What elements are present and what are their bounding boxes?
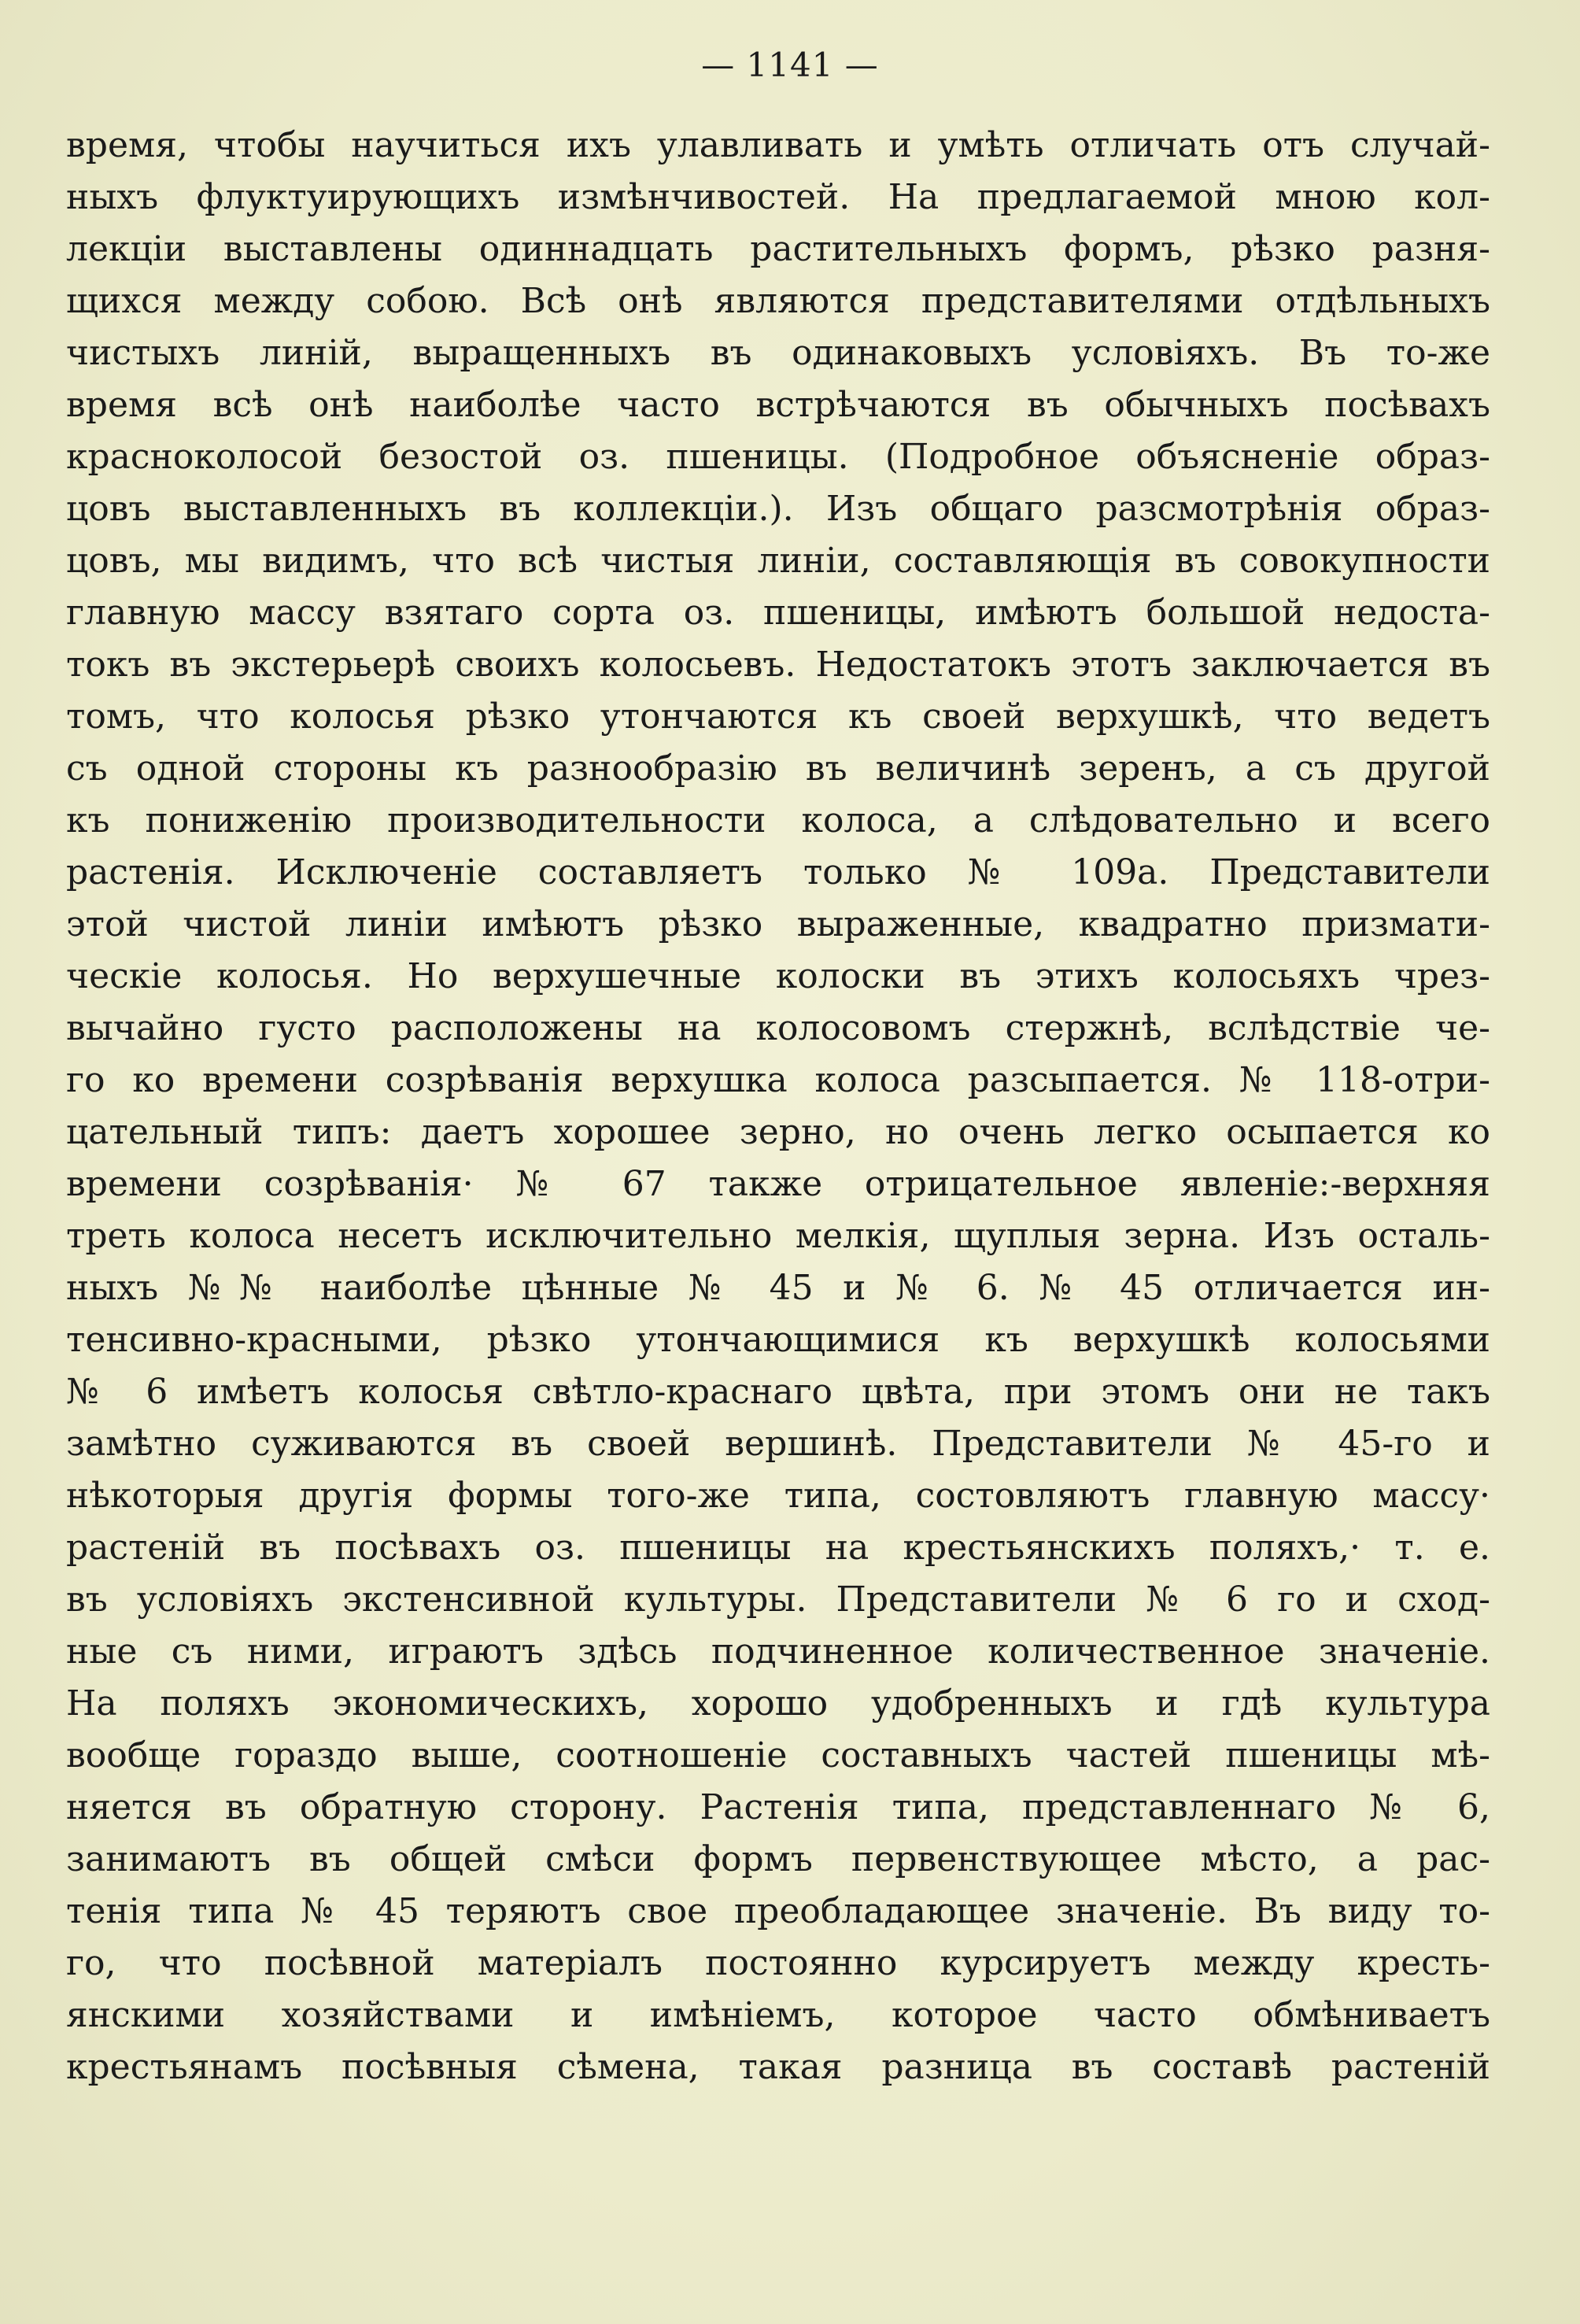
text-line: янскими хозяйствами и имѣніемъ, которое часто обмѣниваетъ xyxy=(66,1995,1490,2035)
text-line: съ одной стороны къ разнообразію въ величинѣ зеренъ, а съ другой xyxy=(66,748,1490,789)
text-line: этой чистой линіи имѣютъ рѣзко выраженные, квадратно призмати- xyxy=(66,904,1490,944)
text-line: нѣкоторыя другія формы того-же типа, состовляютъ главную массу· xyxy=(66,1476,1490,1516)
text-line: томъ, что колосья рѣзко утончаются къ своей верхушкѣ, что ведетъ xyxy=(66,696,1490,737)
text-line: ческіе колосья. Но верхушечные колоски въ этихъ колосьяхъ чрез- xyxy=(66,956,1490,996)
text-line: замѣтно суживаются въ своей вершинѣ. Представители № 45-го и xyxy=(66,1424,1490,1464)
text-line: цовъ выставленныхъ въ коллекціи.). Изъ общаго разсмотрѣнія образ- xyxy=(66,489,1490,529)
text-line: го, что посѣвной матеріалъ постоянно курсируетъ между кресть- xyxy=(66,1943,1490,1983)
text-line: къ пониженію производительности колоса, а слѣдовательно и всего xyxy=(66,800,1490,841)
text-line: ные съ ними, играютъ здѣсь подчиненное количественное значеніе. xyxy=(66,1631,1490,1672)
text-line: растеній въ посѣвахъ оз. пшеницы на крестьянскихъ поляхъ,· т. е. xyxy=(66,1528,1490,1568)
text-line: тенія типа № 45 теряютъ свое преобладающее значеніе. Въ виду то- xyxy=(66,1891,1490,1931)
page-number: — 1141 — xyxy=(701,46,879,84)
text-line: треть колоса несетъ исключительно мелкія, щуплыя зерна. Изъ осталь- xyxy=(66,1216,1490,1256)
text-line: го ко времени созрѣванія верхушка колоса разсыпается. № 118-отри- xyxy=(66,1060,1490,1100)
text-line: крестьянамъ посѣвныя сѣмена, такая разница въ составѣ растеній xyxy=(66,2047,1490,2087)
text-line: № 6 имѣетъ колосья свѣтло-краснаго цвѣта, при этомъ они не такъ xyxy=(66,1372,1490,1412)
text-line: лекціи выставлены одиннадцать растительныхъ формъ, рѣзко разня- xyxy=(66,229,1490,269)
text-line: щихся между собою. Всѣ онѣ являются представителями отдѣльныхъ xyxy=(66,281,1490,321)
text-line: вычайно густо расположены на колосовомъ стержнѣ, вслѣдствіе че- xyxy=(66,1008,1490,1048)
text-line: цательный типъ: даетъ хорошее зерно, но очень легко осыпается ко xyxy=(66,1112,1490,1152)
text-line: На поляхъ экономическихъ, хорошо удобренныхъ и гдѣ культура xyxy=(66,1683,1490,1724)
text-line: чистыхъ линій, выращенныхъ въ одинаковыхъ условіяхъ. Въ то-же xyxy=(66,333,1490,373)
text-line: главную массу взятаго сорта оз. пшеницы, имѣютъ большой недоста- xyxy=(66,593,1490,633)
text-line: занимаютъ въ общей смѣси формъ первенствующее мѣсто, а рас- xyxy=(66,1839,1490,1879)
text-line: вообще гораздо выше, соотношеніе составныхъ частей пшеницы мѣ- xyxy=(66,1735,1490,1775)
text-line: тенсивно-красными, рѣзко утончающимися къ верхушкѣ колосьями xyxy=(66,1320,1490,1360)
body-text xyxy=(66,120,1490,2093)
text-line: цовъ, мы видимъ, что всѣ чистыя линіи, составляющія въ совокупности xyxy=(66,541,1490,581)
text-line: время, чтобы научиться ихъ улавливать и умѣть отличать отъ случай- xyxy=(66,125,1490,165)
text-line: ныхъ №№ наиболѣе цѣнные № 45 и № 6. № 45 отличается ин- xyxy=(66,1268,1490,1308)
text-line: въ условіяхъ экстенсивной культуры. Представители № 6 го и сход- xyxy=(66,1580,1490,1620)
text-line: токъ въ экстерьерѣ своихъ колосьевъ. Недостатокъ этотъ заключается въ xyxy=(66,645,1490,685)
text-line: краснoколосой безостой оз. пшеницы. (Подробное объясненіе образ- xyxy=(66,437,1490,477)
text-line: времени созрѣванія· № 67 также отрицательное явленіе:-верхняя xyxy=(66,1164,1490,1204)
text-line: время всѣ онѣ наиболѣе часто встрѣчаются въ обычныхъ посѣвахъ xyxy=(66,385,1490,425)
text-line: растенія. Исключеніе составляетъ только № 109а. Представители xyxy=(66,852,1490,892)
text-line: ныхъ флуктуирующихъ измѣнчивостей. На предлагаемой мною кол- xyxy=(66,177,1490,217)
text-line: няется въ обратную сторону. Растенія типа, представленнаго № 6, xyxy=(66,1787,1490,1827)
